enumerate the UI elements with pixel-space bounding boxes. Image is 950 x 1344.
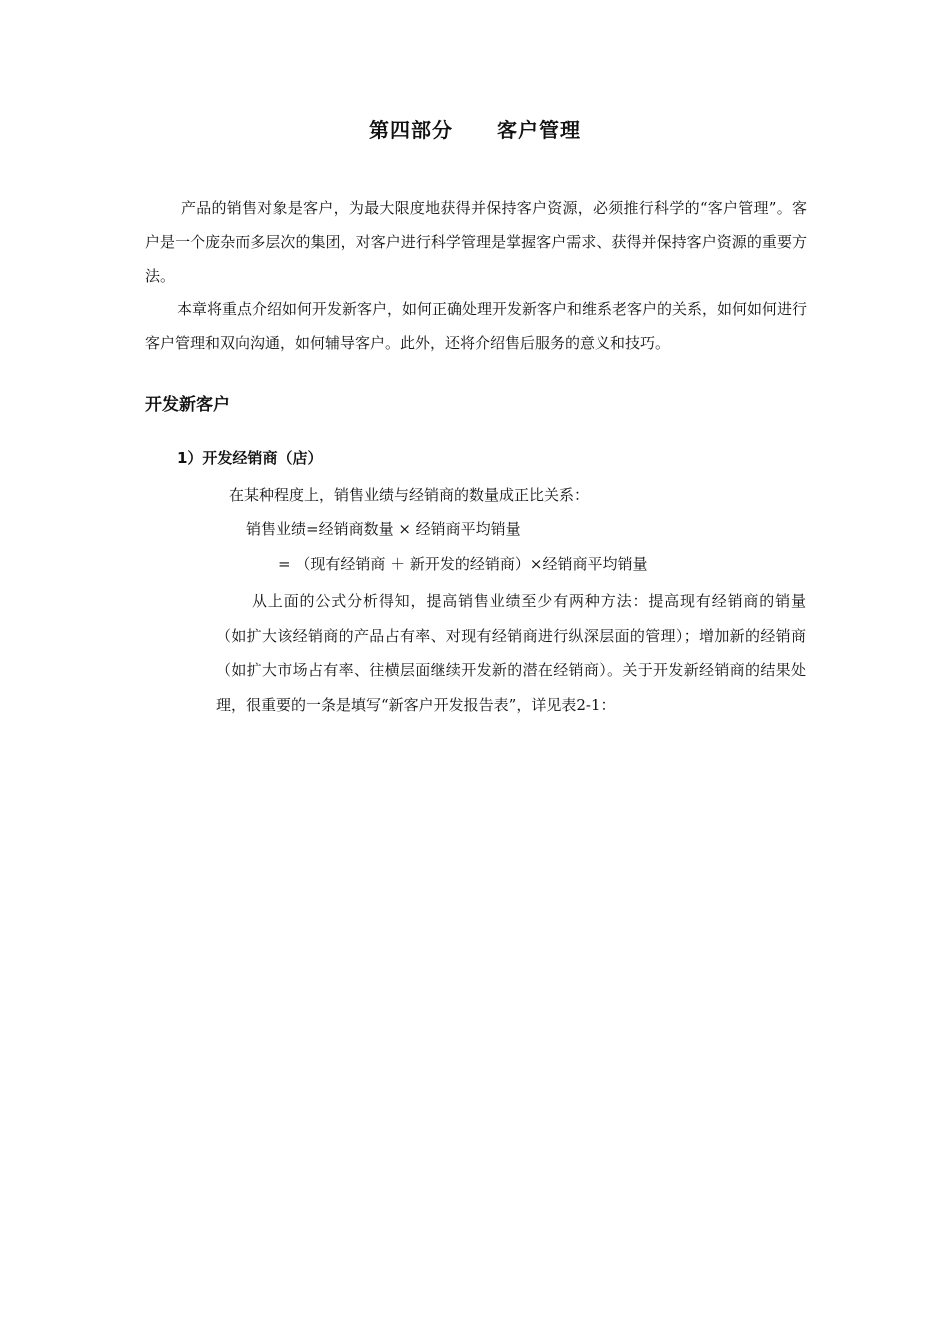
title-part: 第四部分: [369, 118, 453, 142]
analysis-section: [216, 584, 806, 722]
formula-line-2: = （现有经销商 ＋ 新开发的经销商）×经销商平均销量: [278, 555, 648, 573]
intro-paragraph-2: 本章将重点介绍如何开发新客户，如何正确处理开发新客户和维系老客户的关系，如何如何进行客户管理和双向沟通，如何辅导客户。此外，还将介绍售后服务的意义和技巧。: [145, 300, 808, 352]
subsection-heading: 1）开发经销商（店）: [177, 449, 323, 467]
formula-line-1: 销售业绩=经销商数量 × 经销商平均销量: [246, 520, 521, 538]
page-title: [0, 114, 950, 143]
intro-paragraph-1: 产品的销售对象是客户，为最大限度地获得并保持客户资源，必须推行科学的“客户管理”。客户是一个庞杂而多层次的集团，对客户进行科学管理是掌握客户需求、获得并保持客户资源的重要方法。: [145, 199, 807, 285]
subsection-intro: 在某种程度上，销售业绩与经销商的数量成正比关系：: [229, 486, 590, 504]
section-heading: 开发新客户: [145, 395, 230, 415]
intro-section: [145, 191, 807, 360]
title-name: 客户管理: [497, 118, 581, 142]
analysis-paragraph: 从上面的公式分析得知，提高销售业绩至少有两种方法：提高现有经销商的销量（如扩大该经销商的产品占有率、对现有经销商进行纵深层面的管理）；增加新的经销商（如扩大市场占有率、往横层面继续开发新的潜在经销商）。关于开发新经销商的结果处理，很重要的一条是填写“新客户开发报告表”，详见表2-1：: [216, 592, 806, 714]
